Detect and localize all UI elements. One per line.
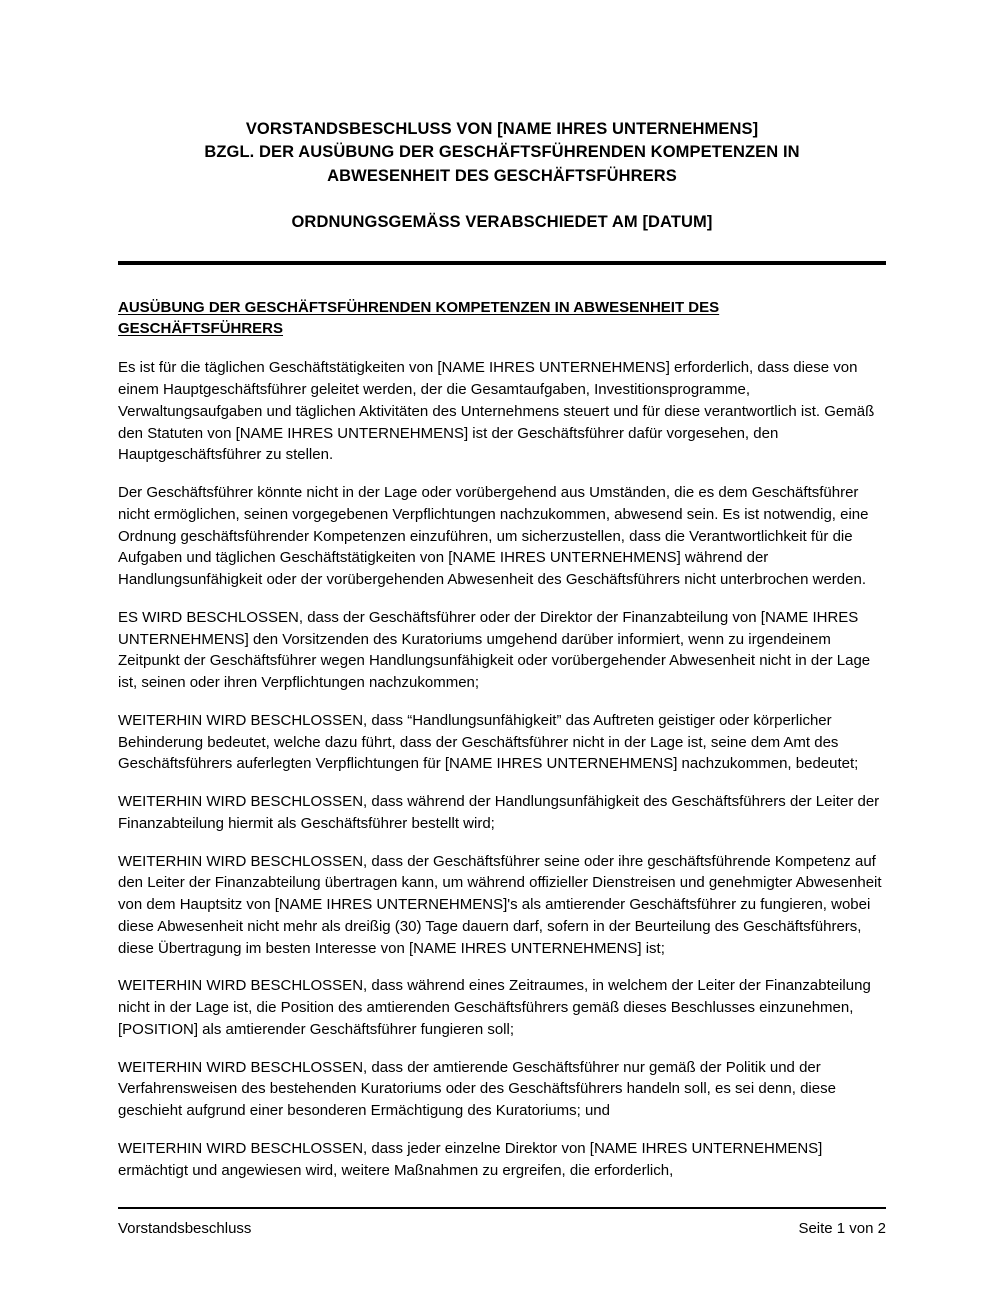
paragraph-4: WEITERHIN WIRD BESCHLOSSEN, dass “Handlungsunfähigkeit” das Auftreten geistiger oder körperlicher Behinderung bedeutet, welche dazu führt, dass der Geschäftsführer nicht in der Lage ist, seine dem Amt des Geschäftsführers auferlegten Verpflichtungen für [NAME IHRES UNTERNEHMENS] nachzukommen, bedeutet;	[118, 711, 859, 773]
page-title-line-2: BZGL. DER AUSÜBUNG DER GESCHÄFTSFÜHRENDEN KOMPETENZEN IN	[204, 143, 800, 162]
page-footer	[118, 1207, 886, 1239]
page-subtitle: ORDNUNGSGEMÄSS VERABSCHIEDET AM [DATUM]	[291, 213, 713, 232]
footer-page-number: Seite 1 von 2	[798, 1220, 886, 1237]
header-divider	[118, 261, 886, 265]
paragraph-1: Es ist für die täglichen Geschäftstätigkeiten von [NAME IHRES UNTERNEHMENS] erforderlich, dass diese von einem Hauptgeschäftsführer geleitet werden, der die Gesamtaufgaben, Investitionsprogramme, Verwaltungsaufgaben und täglichen Aktivitäten des Unternehmens steuert und für diese verantwortlich ist. Gemäß den Statuten von [NAME IHRES UNTERNEHMENS] ist der Geschäftsführer dafür vorgesehen, den Hauptgeschäftsführer zu stellen.	[118, 359, 875, 464]
footer-row	[118, 1209, 886, 1239]
paragraph-7: WEITERHIN WIRD BESCHLOSSEN, dass während eines Zeitraumes, in welchem der Leiter der Finanzabteilung nicht in der Lage ist, die Position des amtierenden Geschäftsführers gemäß dieses Beschlusses einzunehmen, [POSITION] als amtierender Geschäftsführer fungieren soll;	[118, 977, 871, 1038]
document-body	[118, 273, 886, 1182]
title-block	[118, 0, 886, 235]
page-title-line-1: VORSTANDSBESCHLUSS VON [NAME IHRES UNTERNEHMENS]	[245, 120, 759, 138]
page-title-line-3: ABWESENHEIT DES GESCHÄFTSFÜHRERS	[327, 166, 677, 185]
document-content	[118, 0, 886, 1181]
footer-document-label: Vorstandsbeschluss	[118, 1220, 252, 1237]
paragraph-2: Der Geschäftsführer könnte nicht in der Lage oder vorübergehend aus Umständen, die es dem Geschäftsführer nicht ermöglichen, seinen vorgegebenen Verpflichtungen nachzukommen, abwesend sein. Es ist notwendig, eine Ordnung geschäftsführender Kompetenzen einzuführen, um sicherzustellen, dass die Verantwortlichkeit für die Aufgaben und täglichen Geschäftstätigkeiten von [NAME IHRES UNTERNEHMENS] während der Handlungsunfähigkeit oder der vorübergehenden Abwesenheit des Geschäftsführers nicht unterbrochen werden.	[118, 484, 869, 589]
paragraph-8: WEITERHIN WIRD BESCHLOSSEN, dass der amtierende Geschäftsführer nur gemäß der Politik und der Verfahrensweisen des bestehenden Kuratoriums oder des Geschäftsführers handeln soll, es sei denn, diese geschieht aufgrund einer besonderen Ermächtigung des Kuratoriums; und	[118, 1058, 836, 1120]
paragraph-5: WEITERHIN WIRD BESCHLOSSEN, dass während der Handlungsunfähigkeit des Geschäftsführers der Leiter der Finanzabteilung hiermit als Geschäftsführer bestellt wird;	[118, 793, 880, 832]
section-heading: AUSÜBUNG DER GESCHÄFTSFÜHRENDEN KOMPETENZEN IN ABWESENHEIT DES GESCHÄFTSFÜHRERS	[118, 298, 720, 337]
page-title	[118, 118, 886, 188]
paragraph-6: WEITERHIN WIRD BESCHLOSSEN, dass der Geschäftsführer seine oder ihre geschäftsführende Kompetenz auf den Leiter der Finanzabteilung übertragen kann, um während offizieller Dienstreisen und genehmigter Abwesenheit von dem Hauptsitz von [NAME IHRES UNTERNEHMENS]'s als amtierender Geschäftsführer zu fungieren, wobei diese Abwesenheit nicht mehr als dreißig (30) Tage dauern darf, sofern in der Beurteilung des Geschäftsführers, diese Übertragung im besten Interesse von [NAME IHRES UNTERNEHMENS] ist;	[118, 852, 882, 957]
paragraph-3: ES WIRD BESCHLOSSEN, dass der Geschäftsführer oder der Direktor der Finanzabteilung von [NAME IHRES UNTERNEHMENS] den Vorsitzenden des Kuratoriums umgehend darüber informiert, wenn zu irgendeinem Zeitpunkt der Geschäftsführer wegen Handlungsunfähigkeit oder vorübergehender Abwesenheit nicht in der Lage ist, seinen oder ihren Verpflichtungen nachzukommen;	[118, 608, 871, 692]
paragraph-9: WEITERHIN WIRD BESCHLOSSEN, dass jeder einzelne Direktor von [NAME IHRES UNTERNEHMENS] ermächtigt und angewiesen wird, weitere Maßnahmen zu ergreifen, die erforderlich,	[118, 1139, 823, 1179]
